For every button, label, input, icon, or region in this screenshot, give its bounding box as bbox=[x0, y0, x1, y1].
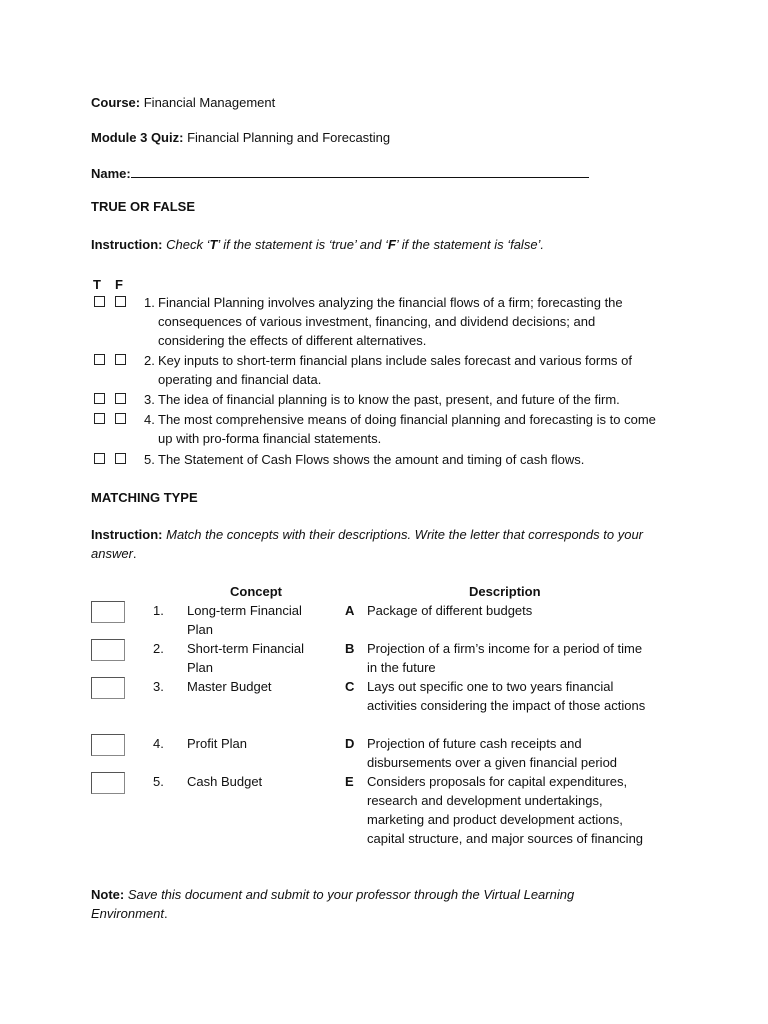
tf-item-statement: The idea of financial planning is to know the past, present, and future of the firm. bbox=[158, 392, 620, 407]
answer-box[interactable] bbox=[91, 734, 125, 756]
tf-item-statement: The Statement of Cash Flows shows the amount and timing of cash flows. bbox=[158, 452, 585, 467]
true-checkbox[interactable] bbox=[94, 296, 105, 307]
mt-instruction-label: Instruction: bbox=[91, 527, 163, 542]
answer-box[interactable] bbox=[91, 772, 125, 794]
mt-letter: E bbox=[345, 774, 354, 789]
note-text: Save this document and submit to your professor through the Virtual Learning Environment bbox=[91, 887, 575, 921]
tf-item-text bbox=[144, 450, 664, 469]
note-end: . bbox=[163, 906, 168, 921]
tf-item-number: 5. bbox=[144, 452, 155, 467]
mt-description: Considers proposals for capital expenditures, research and development undertakings, marketing and product development actions, capital structure, and major sources of financing bbox=[367, 774, 644, 846]
true-checkbox[interactable] bbox=[94, 354, 105, 365]
mt-instruction-end: . bbox=[132, 546, 137, 561]
mt-col-concept: Concept bbox=[230, 584, 282, 599]
mt-col-description: Description bbox=[469, 584, 541, 599]
note-label: Note: bbox=[91, 887, 125, 902]
module-value: Financial Planning and Forecasting bbox=[183, 130, 391, 145]
false-checkbox[interactable] bbox=[115, 296, 126, 307]
false-checkbox[interactable] bbox=[115, 453, 126, 464]
mt-concept: Long-term Financial Plan bbox=[187, 603, 302, 637]
note bbox=[91, 885, 651, 923]
tf-item-number: 4. bbox=[144, 412, 155, 427]
mt-row-number: 5. bbox=[153, 774, 164, 789]
tf-instruction bbox=[91, 235, 544, 254]
tf-item-number: 1. bbox=[144, 295, 155, 310]
tf-heading: TRUE OR FALSE bbox=[91, 199, 196, 214]
module-label: Module 3 Quiz: bbox=[91, 130, 184, 145]
tf-item-text bbox=[144, 351, 664, 389]
true-checkbox[interactable] bbox=[94, 393, 105, 404]
tf-item-text bbox=[144, 390, 664, 409]
mt-row-number: 1. bbox=[153, 603, 164, 618]
false-checkbox[interactable] bbox=[115, 413, 126, 424]
name-blank[interactable] bbox=[131, 163, 589, 178]
tf-item-statement: Financial Planning involves analyzing the financial flows of a firm; forecasting the consequences of various investment, financing, and dividend decisions; and considering the effects of different alternatives. bbox=[158, 295, 623, 348]
mt-row-number: 2. bbox=[153, 641, 164, 656]
mt-concept: Cash Budget bbox=[187, 774, 263, 789]
true-checkbox[interactable] bbox=[94, 413, 105, 424]
mt-heading: MATCHING TYPE bbox=[91, 490, 198, 505]
name-label: Name: bbox=[91, 166, 131, 181]
course-line bbox=[91, 93, 275, 112]
mt-letter: C bbox=[345, 679, 355, 694]
tf-item-statement: Key inputs to short-term financial plans include sales forecast and various forms of operating and financial data. bbox=[158, 353, 633, 387]
tf-item-statement: The most comprehensive means of doing financial planning and forecasting is to come up with pro-forma financial statements. bbox=[158, 412, 656, 446]
false-checkbox[interactable] bbox=[115, 393, 126, 404]
tf-column-headers bbox=[93, 275, 137, 294]
tf-item-number: 2. bbox=[144, 353, 155, 368]
answer-box[interactable] bbox=[91, 677, 125, 699]
answer-box[interactable] bbox=[91, 601, 125, 623]
module-line bbox=[91, 128, 390, 147]
course-value: Financial Management bbox=[140, 95, 276, 110]
mt-description: Package of different budgets bbox=[367, 603, 533, 618]
tf-instruction-part3: ’ if the statement is ‘false’. bbox=[395, 237, 545, 252]
tf-col-t: T bbox=[93, 277, 101, 292]
mt-letter: D bbox=[345, 736, 355, 751]
tf-item-number: 3. bbox=[144, 392, 155, 407]
tf-instruction-label: Instruction: bbox=[91, 237, 163, 252]
tf-instruction-t: T bbox=[209, 237, 218, 252]
mt-instruction-text: Match the concepts with their descriptions. Write the letter that corresponds to your answer bbox=[91, 527, 643, 561]
true-checkbox[interactable] bbox=[94, 453, 105, 464]
mt-letter: B bbox=[345, 641, 355, 656]
tf-col-f: F bbox=[115, 277, 123, 292]
tf-instruction-part2: ’ if the statement is ‘true’ and ‘ bbox=[217, 237, 388, 252]
mt-concept: Short-term Financial Plan bbox=[187, 641, 305, 675]
mt-description: Projection of a firm’s income for a period of time in the future bbox=[367, 641, 643, 675]
tf-item-text bbox=[144, 293, 664, 350]
mt-concept: Profit Plan bbox=[187, 736, 247, 751]
mt-row-number: 3. bbox=[153, 679, 164, 694]
tf-instruction-f: F bbox=[387, 237, 396, 252]
tf-item-text bbox=[144, 410, 664, 448]
mt-instruction bbox=[91, 525, 666, 563]
mt-letter: A bbox=[345, 603, 355, 618]
tf-instruction-part1: Check ‘ bbox=[162, 237, 210, 252]
false-checkbox[interactable] bbox=[115, 354, 126, 365]
course-label: Course: bbox=[91, 95, 141, 110]
mt-description: Projection of future cash receipts and disbursements over a given financial period bbox=[367, 736, 618, 770]
mt-description: Lays out specific one to two years financial activities considering the impact of those actions bbox=[367, 679, 646, 713]
mt-row-number: 4. bbox=[153, 736, 164, 751]
answer-box[interactable] bbox=[91, 639, 125, 661]
mt-concept: Master Budget bbox=[187, 679, 272, 694]
name-line bbox=[91, 163, 589, 183]
